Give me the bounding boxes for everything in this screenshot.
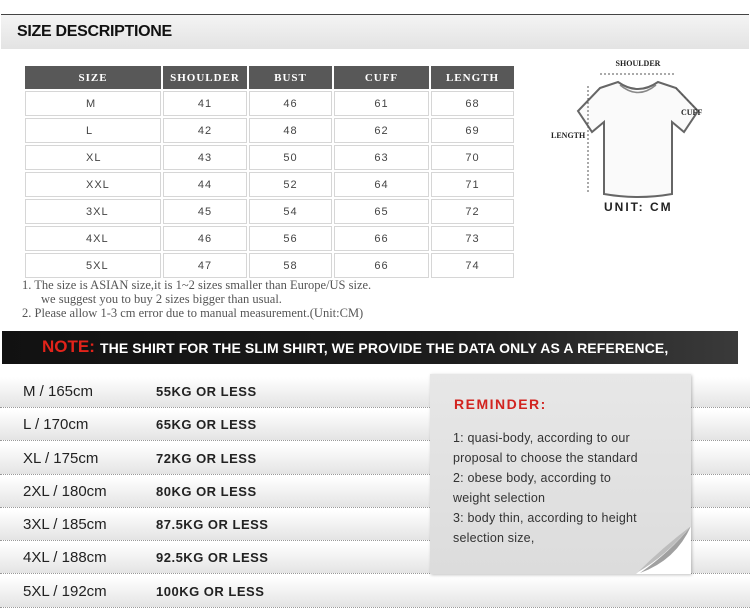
page-title: SIZE DESCRIPTIONE [17,23,172,40]
table-row [25,91,514,116]
note-line-3: 2. Please allow 1-3 cm error due to manual measurement.(Unit:CM) [22,306,364,320]
cuff-cell: 61 [334,91,429,116]
cuff-cell: 66 [334,226,429,251]
cuff-cell: 62 [334,118,429,143]
bust-cell: 46 [249,91,332,116]
shoulder-cell: 44 [163,172,247,197]
bust-cell: 52 [249,172,332,197]
cuff-cell: 65 [334,199,429,224]
cuff-cell: 66 [334,253,429,278]
reminder-line: proposal to choose the standard [453,451,638,465]
table-row [25,118,514,143]
height-label: 3XL / 185cm [23,516,107,533]
length-cell: 72 [431,199,514,224]
reminder-line: 1: quasi-body, according to our [453,431,630,445]
table-row [25,199,514,224]
bust-cell: 58 [249,253,332,278]
bust-cell: 48 [249,118,332,143]
page-curl-decoration [636,526,691,574]
height-label: 4XL / 188cm [23,549,107,566]
weight-label: 87.5KG OR LESS [156,517,269,532]
table-row [25,172,514,197]
unit-label: UNIT: CM [604,200,673,214]
shoulder-cell: 47 [163,253,247,278]
reminder-line: weight selection [453,491,546,505]
note-line-2: we suggest you to buy 2 sizes bigger than usual. [41,292,282,306]
length-cell: 70 [431,145,514,170]
table-row [25,145,514,170]
cuff-label: CUFF [681,108,703,117]
height-label: 5XL / 192cm [23,583,107,600]
height-label: 2XL / 180cm [23,483,107,500]
height-label: M / 165cm [23,383,94,400]
weight-label: 72KG OR LESS [156,451,257,466]
size-cell: XL [25,145,161,170]
size-cell: 5XL [25,253,161,278]
height-label: XL / 175cm [23,450,99,467]
size-notes [22,278,371,320]
shoulder-cell: 41 [163,91,247,116]
height-label: L / 170cm [23,416,89,433]
length-cell: 71 [431,172,514,197]
cuff-cell: 63 [334,145,429,170]
column-header: LENGTH [431,66,514,89]
note-label: NOTE: [42,337,95,356]
note-text: THE SHIRT FOR THE SLIM SHIRT, WE PROVIDE THE DATA ONLY AS A REFERENCE, [100,340,669,356]
shoulder-cell: 46 [163,226,247,251]
bust-cell: 50 [249,145,332,170]
column-header: SIZE [25,66,161,89]
note-line-1: 1. The size is ASIAN size,it is 1~2 sizes smaller than Europe/US size. [22,278,372,292]
size-cell: 4XL [25,226,161,251]
column-header: BUST [249,66,332,89]
size-cell: 3XL [25,199,161,224]
size-table [23,64,516,280]
size-cell: XXL [25,172,161,197]
size-table-header-row [25,66,514,89]
weight-label: 80KG OR LESS [156,484,257,499]
reminder-line: selection size, [453,531,535,545]
length-label: LENGTH [551,131,586,140]
bust-cell: 56 [249,226,332,251]
weight-label: 55KG OR LESS [156,384,257,399]
table-row [25,253,514,278]
length-cell: 69 [431,118,514,143]
weight-label: 65KG OR LESS [156,417,257,432]
tshirt-measurement-diagram [548,56,718,216]
length-cell: 68 [431,91,514,116]
bust-cell: 54 [249,199,332,224]
size-cell: M [25,91,161,116]
shoulder-cell: 42 [163,118,247,143]
note-banner [2,331,738,364]
weight-label: 100KG OR LESS [156,584,265,599]
tshirt-shape [578,82,698,197]
shoulder-cell: 43 [163,145,247,170]
reminder-line: 2: obese body, according to [453,471,612,485]
table-row [25,226,514,251]
weight-label: 92.5KG OR LESS [156,550,269,565]
column-header: SHOULDER [163,66,247,89]
shoulder-cell: 45 [163,199,247,224]
weight-row [0,577,750,608]
size-description-header [1,14,749,49]
length-cell: 74 [431,253,514,278]
length-cell: 73 [431,226,514,251]
shoulder-label: SHOULDER [615,59,661,68]
size-cell: L [25,118,161,143]
cuff-cell: 64 [334,172,429,197]
column-header: CUFF [334,66,429,89]
reminder-title: REMINDER: [454,396,547,412]
reminder-line: 3: body thin, according to height [453,511,637,525]
